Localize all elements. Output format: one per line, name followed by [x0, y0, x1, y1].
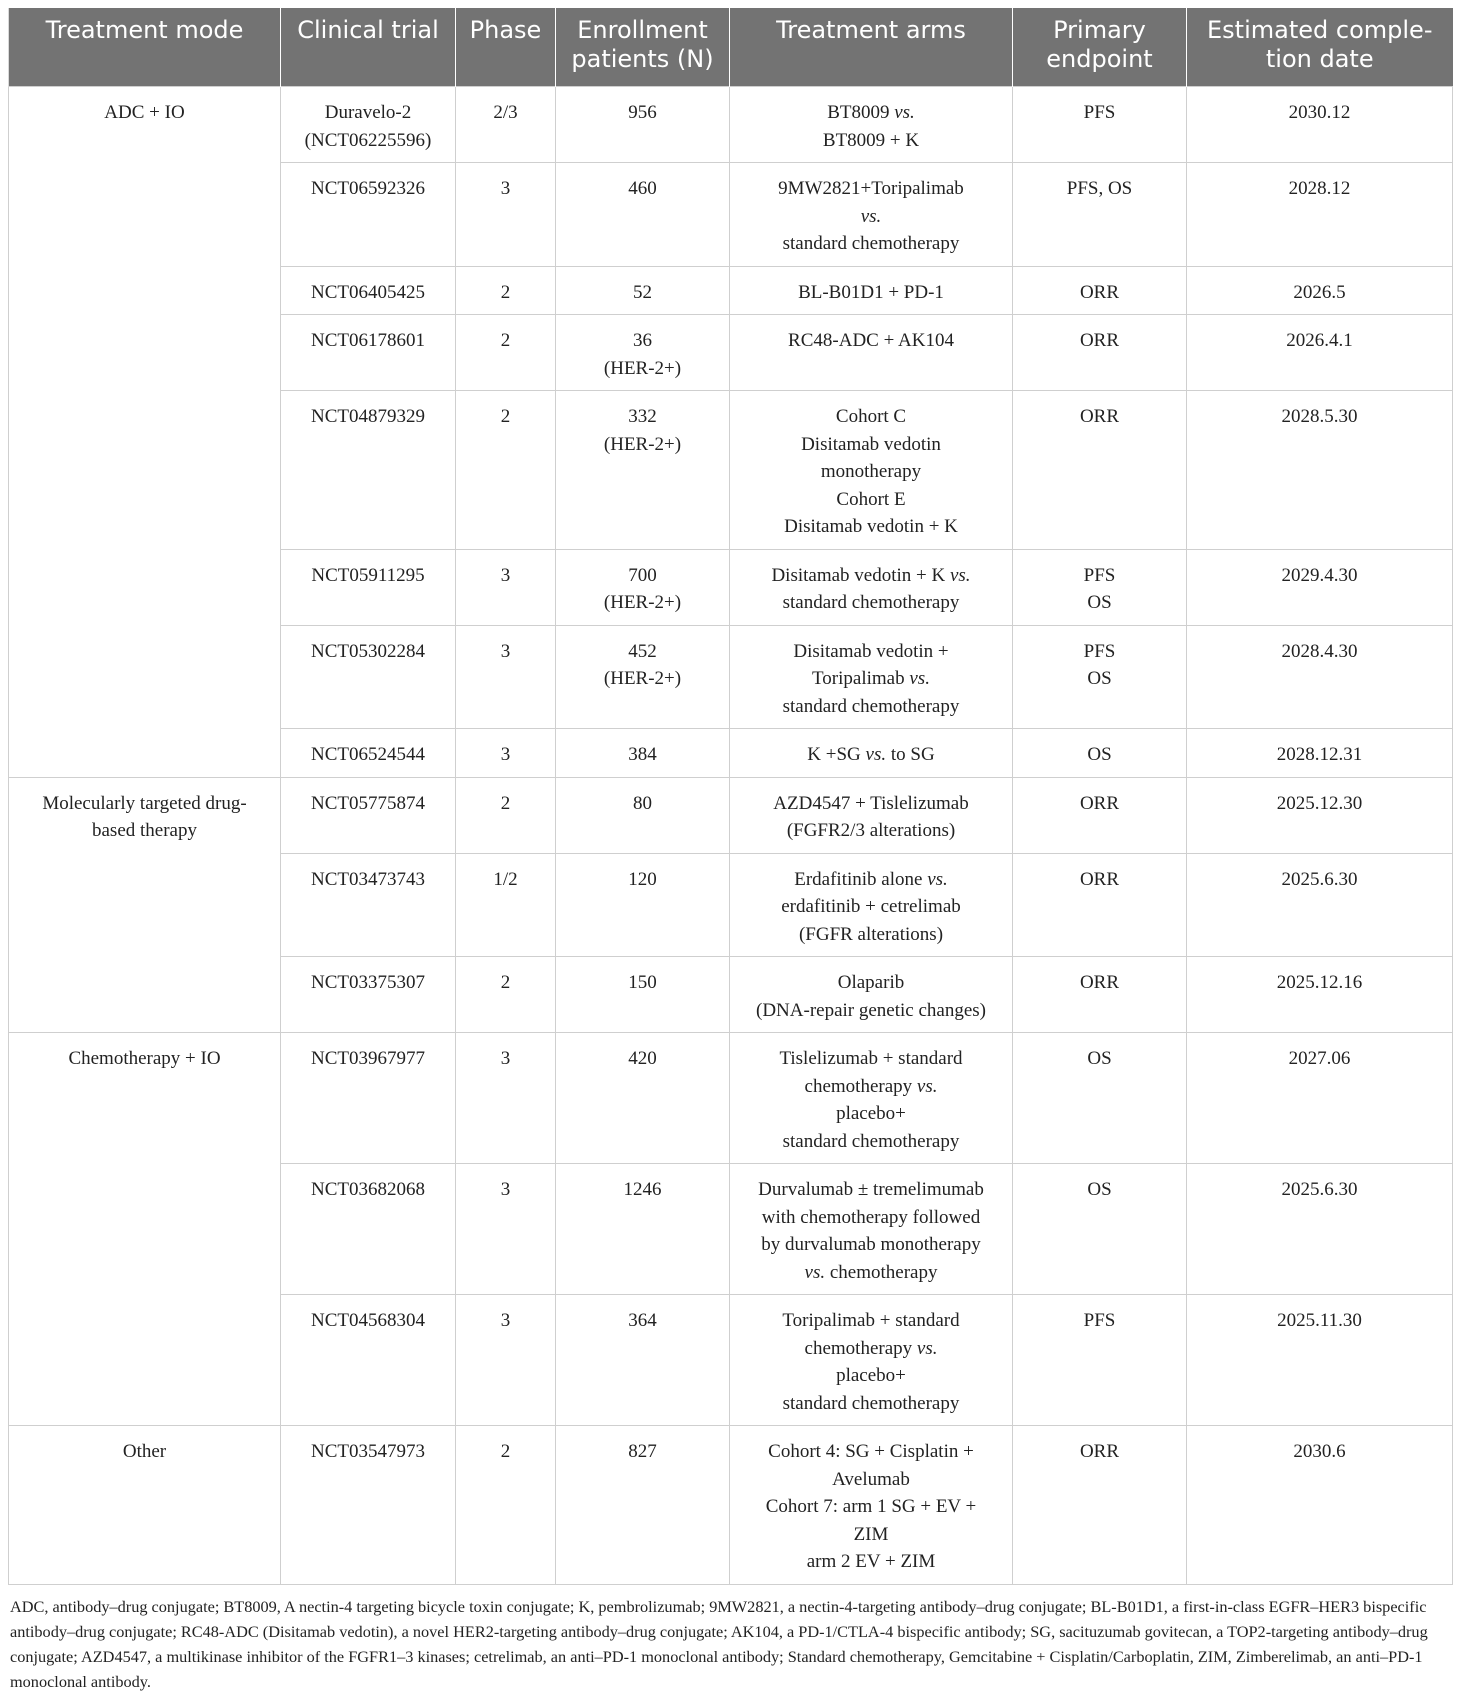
table-row [9, 1426, 1453, 1585]
arm-text: standard chemotherapy [782, 1130, 960, 1152]
treatment-arms-cell [730, 1164, 1013, 1295]
arm-text: placebo+ [836, 1103, 906, 1124]
clinical-trial-cell [281, 391, 456, 550]
primary-endpoint-cell-line: ORR [1079, 406, 1120, 427]
clinical-trial-cell-line: NCT06405425 [311, 281, 425, 303]
header-line: Treatment mode [45, 16, 244, 44]
clinical-trial-cell-line: NCT03547973 [311, 1441, 425, 1462]
completion-date-cell: 2025.6.30 [1187, 853, 1453, 957]
primary-endpoint-cell [1013, 549, 1187, 625]
treatment-arm-line [736, 1100, 1006, 1128]
completion-date-cell: 2027.06 [1187, 1033, 1453, 1164]
arm-text: to SG [886, 744, 935, 765]
enrollment-cell-line: 384 [628, 744, 657, 765]
header-treatment-mode [9, 8, 281, 87]
primary-endpoint-cell [1013, 266, 1187, 315]
completion-date-cell: 2029.4.30 [1187, 549, 1453, 625]
treatment-arm-line [736, 1362, 1006, 1390]
treatment-arms-cell [730, 1295, 1013, 1426]
primary-endpoint-cell-line: ORR [1079, 972, 1120, 993]
arm-text: Durvalumab ± tremelimumab [758, 1179, 984, 1200]
enrollment-cell-line: (HER-2+) [603, 668, 682, 689]
header-primary-endpoint [1013, 8, 1187, 87]
completion-date-cell: 2028.12.31 [1187, 729, 1453, 778]
treatment-arm-line [736, 790, 1006, 818]
header-line: tion date [1265, 45, 1374, 73]
enrollment-cell [556, 625, 730, 729]
clinical-trial-cell [281, 625, 456, 729]
enrollment-cell [556, 957, 730, 1033]
completion-date-cell: 2028.12 [1187, 163, 1453, 267]
enrollment-cell-line: 452 [628, 640, 657, 662]
treatment-arm-line [736, 589, 1006, 617]
arm-text: Cohort C [835, 406, 907, 427]
treatment-arm-line [736, 893, 1006, 921]
arm-text: Toripalimab + standard [782, 1310, 960, 1331]
phase-cell: 2 [456, 957, 556, 1033]
enrollment-cell [556, 391, 730, 550]
header-enrollment [556, 8, 730, 87]
clinical-trial-cell [281, 1033, 456, 1164]
primary-endpoint-cell [1013, 87, 1187, 163]
enrollment-cell-line: 120 [628, 868, 657, 890]
arm-text: standard chemotherapy [782, 592, 960, 613]
clinical-trial-cell [281, 957, 456, 1033]
arm-text: monotherapy [820, 461, 922, 482]
primary-endpoint-cell [1013, 315, 1187, 391]
header-line: patients (N) [571, 45, 714, 73]
arm-text: chemotherapy [804, 1337, 917, 1359]
treatment-arm-line [736, 1307, 1006, 1335]
treatment-arm-line [736, 817, 1006, 845]
clinical-trial-cell [281, 1295, 456, 1426]
phase-cell: 3 [456, 1295, 556, 1426]
treatment-arms-cell [730, 315, 1013, 391]
arm-text: Disitamab vedotin + K [771, 564, 950, 586]
treatment-arm-line [736, 230, 1006, 258]
primary-endpoint-cell-line: PFS [1083, 640, 1116, 662]
arm-text: RC48-ADC + AK104 [788, 330, 954, 351]
header-line: Estimated comple- [1207, 16, 1433, 44]
arm-text: standard chemotherapy [782, 695, 960, 717]
treatment-arm-line [736, 1259, 1006, 1287]
arm-text: Olaparib [837, 972, 905, 993]
treatment-arms-cell [730, 777, 1013, 853]
arm-text: (DNA-repair genetic changes) [756, 999, 986, 1021]
clinical-trial-cell [281, 777, 456, 853]
enrollment-cell-line: (HER-2+) [603, 357, 682, 379]
clinical-trial-cell-line: NCT03682068 [311, 1179, 425, 1200]
primary-endpoint-cell-line: OS [1087, 744, 1112, 765]
arm-text: standard chemotherapy [782, 233, 960, 254]
arm-text: chemotherapy [825, 1261, 938, 1283]
arm-italic-text: vs. [894, 102, 915, 123]
treatment-arm-line [736, 127, 1006, 155]
phase-cell: 3 [456, 1033, 556, 1164]
enrollment-cell-line: 80 [633, 792, 652, 814]
primary-endpoint-cell [1013, 729, 1187, 778]
treatment-mode-cell-line: Other [122, 1441, 167, 1462]
clinical-trial-cell-line: Duravelo-2 [324, 102, 412, 123]
arm-italic-text: vs. [865, 744, 887, 765]
clinical-trial-cell [281, 549, 456, 625]
treatment-arm-line [736, 1466, 1006, 1494]
treatment-mode-cell [9, 87, 281, 778]
treatment-arm-line [736, 279, 1006, 307]
header-line: Phase [469, 16, 542, 44]
primary-endpoint-cell-line: PFS [1083, 564, 1116, 586]
treatment-arm-line [736, 175, 1006, 203]
enrollment-cell [556, 266, 730, 315]
phase-cell: 2 [456, 777, 556, 853]
treatment-arm-line [736, 1548, 1006, 1576]
header-line: Clinical trial [297, 16, 439, 44]
phase-cell: 3 [456, 1164, 556, 1295]
arm-text: Cohort 4: SG + Cisplatin + [768, 1441, 974, 1462]
clinical-trial-cell-line: NCT03967977 [311, 1048, 425, 1069]
header-completion-date [1187, 8, 1453, 87]
enrollment-cell [556, 87, 730, 163]
enrollment-cell-line: 364 [628, 1310, 657, 1331]
enrollment-cell-line: 1246 [623, 1179, 662, 1200]
treatment-arm-line [736, 1493, 1006, 1521]
treatment-arm-line [736, 1390, 1006, 1418]
treatment-arm-line [736, 486, 1006, 514]
primary-endpoint-cell-line: PFS [1083, 1310, 1116, 1331]
enrollment-cell [556, 549, 730, 625]
treatment-mode-cell [9, 1033, 281, 1426]
treatment-arm-line [736, 1335, 1006, 1363]
arm-text: BT8009 + K [822, 129, 920, 151]
primary-endpoint-cell-line: OS [1087, 592, 1112, 613]
treatment-arms-cell [730, 549, 1013, 625]
treatment-arm-line [736, 1176, 1006, 1204]
clinical-trial-cell-line: NCT03473743 [311, 868, 425, 890]
enrollment-cell-line: 332 [628, 406, 657, 427]
clinical-trial-cell-line: NCT05775874 [311, 792, 425, 814]
arm-text: chemotherapy [804, 1075, 917, 1097]
arm-text: 9MW2821+Toripalimab [778, 178, 964, 199]
primary-endpoint-cell-line: ORR [1079, 1441, 1120, 1462]
treatment-arm-line [736, 741, 1006, 769]
phase-cell: 2 [456, 315, 556, 391]
arm-italic-text: vs. [916, 1337, 938, 1359]
treatment-arm-line [736, 1438, 1006, 1466]
arm-text: (FGFR2/3 alterations) [786, 820, 956, 841]
primary-endpoint-cell [1013, 625, 1187, 729]
clinical-trial-cell [281, 1426, 456, 1585]
primary-endpoint-cell [1013, 957, 1187, 1033]
clinical-trial-cell-line: NCT03375307 [311, 972, 425, 993]
clinical-trial-cell-line: NCT04879329 [311, 406, 425, 427]
primary-endpoint-cell [1013, 1033, 1187, 1164]
enrollment-cell [556, 1426, 730, 1585]
header-row [9, 8, 1453, 87]
treatment-arm-line [736, 866, 1006, 894]
primary-endpoint-cell [1013, 1164, 1187, 1295]
primary-endpoint-cell-line: ORR [1079, 281, 1120, 303]
treatment-arms-cell [730, 1426, 1013, 1585]
treatment-arm-line [736, 203, 1006, 231]
treatment-arm-line [736, 1045, 1006, 1073]
primary-endpoint-cell [1013, 853, 1187, 957]
arm-text: Disitamab vedotin + K [784, 516, 958, 537]
clinical-trial-cell [281, 87, 456, 163]
enrollment-cell-line: (HER-2+) [603, 433, 682, 455]
arm-text: Avelumab [832, 1468, 910, 1490]
treatment-arm-line [736, 969, 1006, 997]
treatment-mode-cell-line: based therapy [92, 820, 197, 841]
treatment-arm-line [736, 1521, 1006, 1549]
table-header [9, 8, 1453, 87]
treatment-arms-cell [730, 853, 1013, 957]
treatment-arm-line [736, 1204, 1006, 1232]
arm-text: ZIM [853, 1523, 889, 1545]
arm-text: placebo+ [836, 1365, 906, 1386]
header-treatment-arms [730, 8, 1013, 87]
primary-endpoint-cell [1013, 391, 1187, 550]
clinical-trial-cell [281, 266, 456, 315]
table-row [9, 1033, 1453, 1164]
arm-text: K +SG [807, 744, 866, 765]
clinical-trial-cell-line: (NCT06225596) [304, 129, 432, 151]
enrollment-cell-line: 460 [628, 178, 657, 199]
phase-cell: 3 [456, 729, 556, 778]
arm-text: Disitamab vedotin + [793, 640, 949, 662]
table-body [9, 87, 1453, 1585]
arm-italic-text: vs. [927, 868, 948, 890]
arm-text: Tislelizumab + standard [779, 1048, 963, 1069]
primary-endpoint-cell-line: ORR [1079, 868, 1120, 890]
enrollment-cell [556, 315, 730, 391]
arm-italic-text: vs. [909, 668, 930, 689]
treatment-arm-line [736, 921, 1006, 949]
enrollment-cell [556, 853, 730, 957]
document-page [8, 8, 1452, 1694]
clinical-trial-cell [281, 1164, 456, 1295]
enrollment-cell [556, 1164, 730, 1295]
treatment-arms-cell [730, 87, 1013, 163]
primary-endpoint-cell [1013, 777, 1187, 853]
treatment-mode-cell [9, 777, 281, 1033]
treatment-arm-line [736, 665, 1006, 693]
enrollment-cell-line: 700 [628, 564, 657, 586]
treatment-arm-line [736, 99, 1006, 127]
completion-date-cell: 2030.6 [1187, 1426, 1453, 1585]
arm-italic-text: vs. [949, 564, 971, 586]
treatment-mode-cell-line: Molecularly targeted drug- [42, 792, 247, 814]
arm-text: by durvalumab monotherapy [761, 1234, 981, 1255]
clinical-trial-cell [281, 729, 456, 778]
arm-italic-text: vs. [804, 1261, 826, 1283]
treatment-arm-line [736, 327, 1006, 355]
clinical-trial-cell-line: NCT06592326 [311, 178, 425, 199]
completion-date-cell: 2026.5 [1187, 266, 1453, 315]
treatment-arm-line [736, 562, 1006, 590]
treatment-mode-cell-line: ADC + IO [104, 102, 185, 123]
enrollment-cell-line: 52 [633, 281, 652, 303]
primary-endpoint-cell-line: OS [1087, 1048, 1112, 1069]
arm-text: erdafitinib + cetrelimab [781, 896, 961, 917]
primary-endpoint-cell-line: ORR [1079, 330, 1120, 351]
treatment-arm-line [736, 1231, 1006, 1259]
enrollment-cell-line: 36 [633, 330, 652, 351]
treatment-arm-line [736, 431, 1006, 459]
treatment-mode-cell [9, 1426, 281, 1585]
enrollment-cell [556, 729, 730, 778]
arm-text: Disitamab vedotin [801, 433, 941, 455]
phase-cell: 2 [456, 391, 556, 550]
primary-endpoint-cell [1013, 1426, 1187, 1585]
primary-endpoint-cell-line: ORR [1079, 792, 1120, 814]
arm-text: BL-B01D1 + PD-1 [798, 281, 944, 303]
enrollment-cell [556, 777, 730, 853]
treatment-arms-cell [730, 391, 1013, 550]
completion-date-cell: 2025.12.30 [1187, 777, 1453, 853]
treatment-arm-line [736, 403, 1006, 431]
header-phase [456, 8, 556, 87]
clinical-trial-cell-line: NCT06178601 [311, 330, 425, 351]
treatment-arm-line [736, 1128, 1006, 1156]
arm-text: Erdafitinib alone [794, 868, 928, 890]
phase-cell: 3 [456, 163, 556, 267]
arm-text: AZD4547 + Tislelizumab [773, 792, 969, 814]
primary-endpoint-cell-line: OS [1087, 668, 1112, 689]
arm-text: standard chemotherapy [782, 1392, 960, 1414]
table-footnote: ADC, antibody–drug conjugate; BT8009, A nectin-4 targeting bicycle toxin conjugate; K, pembrolizumab; 9MW2821, a nectin-4-targeting antibody–drug conjugate; BL-B01D1, a first-in-class EGFR–HER3 bispecific antibody–drug conjugate; RC48-ADC (Disitamab vedotin), a novel HER2-targeting antibody–drug conjugate; AK104, a PD-1/CTLA-4 bispecific antibody; SG, sacituzumab govitecan, a TOP2-targeting antibody–drug conjugate; AZD4547, a multikinase inhibitor of the FGFR1–3 kinases; cetrelimab, an anti–PD-1 monoclonal antibody; Standard chemotherapy, Gemcitabine + Cisplatin/Carboplatin, ZIM, Zimberelimab, an anti–PD-1 monoclonal antibody. [10, 1596, 1428, 1691]
arm-text: with chemotherapy followed [761, 1206, 981, 1228]
completion-date-cell: 2026.4.1 [1187, 315, 1453, 391]
primary-endpoint-cell-line: OS [1087, 1179, 1112, 1200]
clinical-trial-cell [281, 853, 456, 957]
table-row [9, 777, 1453, 853]
primary-endpoint-cell-line: PFS [1083, 102, 1116, 123]
enrollment-cell-line: 827 [628, 1441, 657, 1462]
treatment-arms-cell [730, 266, 1013, 315]
header-line: Treatment arms [776, 16, 966, 44]
phase-cell: 2 [456, 266, 556, 315]
arm-text: Cohort E [836, 488, 906, 510]
arm-text: BT8009 [827, 102, 895, 123]
clinical-trial-cell [281, 163, 456, 267]
header-line: Enrollment [577, 16, 708, 44]
arm-text: Cohort 7: arm 1 SG + EV + [765, 1496, 977, 1517]
arm-italic-text: vs. [916, 1075, 938, 1097]
phase-cell: 3 [456, 549, 556, 625]
enrollment-cell-line: 956 [628, 102, 657, 123]
treatment-arms-cell [730, 1033, 1013, 1164]
primary-endpoint-cell [1013, 163, 1187, 267]
completion-date-cell: 2028.5.30 [1187, 391, 1453, 550]
treatment-arm-line [736, 1073, 1006, 1101]
table-row [9, 87, 1453, 163]
treatment-arms-cell [730, 729, 1013, 778]
completion-date-cell: 2025.12.16 [1187, 957, 1453, 1033]
header-clinical-trial [281, 8, 456, 87]
completion-date-cell: 2025.11.30 [1187, 1295, 1453, 1426]
treatment-arm-line [736, 638, 1006, 666]
phase-cell: 1/2 [456, 853, 556, 957]
treatment-arms-cell [730, 957, 1013, 1033]
completion-date-cell: 2028.4.30 [1187, 625, 1453, 729]
arm-text: arm 2 EV + ZIM [806, 1551, 936, 1572]
header-line: endpoint [1046, 45, 1153, 73]
treatment-arm-line [736, 693, 1006, 721]
clinical-trial-cell [281, 315, 456, 391]
treatment-arm-line [736, 458, 1006, 486]
primary-endpoint-cell [1013, 1295, 1187, 1426]
treatment-arms-cell [730, 625, 1013, 729]
arm-italic-text: vs. [860, 205, 882, 227]
clinical-trials-table [8, 8, 1453, 1585]
enrollment-cell-line: (HER-2+) [603, 592, 682, 613]
clinical-trial-cell-line: NCT04568304 [311, 1310, 425, 1331]
clinical-trial-cell-line: NCT05302284 [311, 640, 425, 662]
enrollment-cell [556, 1295, 730, 1426]
phase-cell: 2/3 [456, 87, 556, 163]
arm-text: (FGFR alterations) [798, 923, 944, 945]
treatment-arm-line [736, 513, 1006, 541]
treatment-mode-cell-line: Chemotherapy + IO [68, 1048, 221, 1069]
enrollment-cell-line: 420 [628, 1048, 657, 1069]
enrollment-cell [556, 1033, 730, 1164]
enrollment-cell-line: 150 [628, 972, 657, 993]
phase-cell: 2 [456, 1426, 556, 1585]
clinical-trial-cell-line: NCT05911295 [311, 564, 425, 586]
treatment-arms-cell [730, 163, 1013, 267]
clinical-trial-cell-line: NCT06524544 [311, 744, 425, 765]
header-line: Primary [1053, 16, 1146, 44]
completion-date-cell: 2030.12 [1187, 87, 1453, 163]
enrollment-cell [556, 163, 730, 267]
primary-endpoint-cell-line: PFS, OS [1066, 178, 1133, 199]
phase-cell: 3 [456, 625, 556, 729]
completion-date-cell: 2025.6.30 [1187, 1164, 1453, 1295]
arm-text: Toripalimab [812, 668, 910, 689]
treatment-arm-line [736, 997, 1006, 1025]
